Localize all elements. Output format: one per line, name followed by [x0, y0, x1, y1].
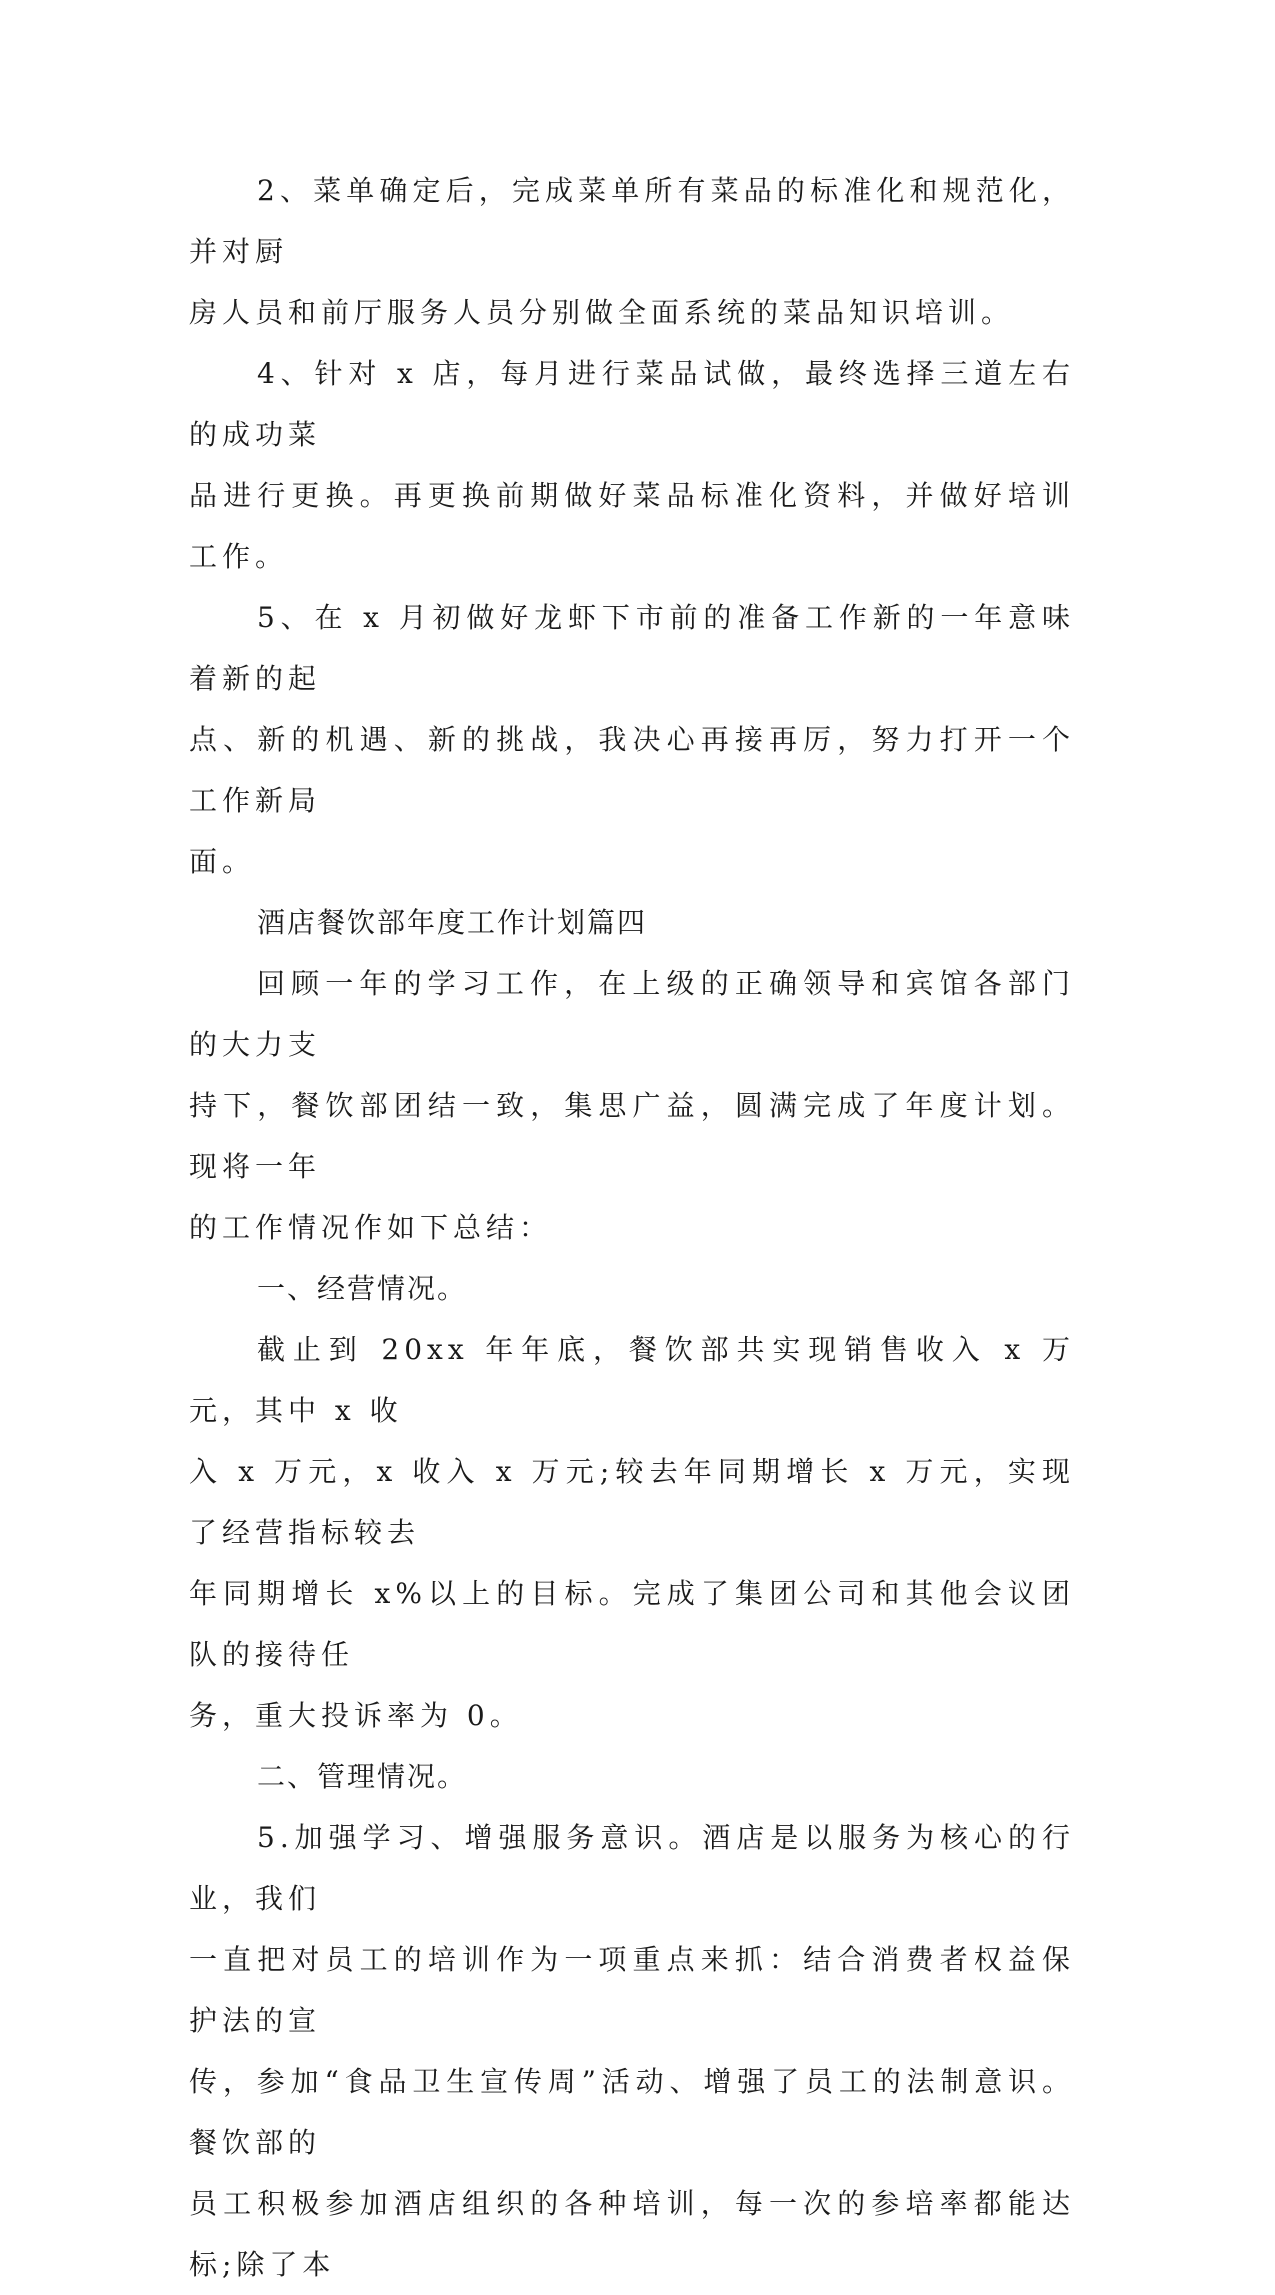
- paragraph-lobster-preparation: 5、在 x 月初做好龙虾下市前的准备工作新的一年意味着新的起 点、新的机遇、新的挑战，我决心再接再厉，努力打开一个工作新局 面。: [189, 601, 1075, 878]
- paragraph-review: 回顾一年的学习工作，在上级的正确领导和宾馆各部门的大力支 持下，餐饮部团结一致，集思广益，圆满完成了年度计划。现将一年 的工作情况作如下总结：: [189, 967, 1075, 1244]
- paragraph-operations: 截止到 20xx 年年底，餐饮部共实现销售收入 x 万元，其中 x 收 入 x 万元，x 收入 x 万元;较去年同期增长 x 万元，实现了经营指标较去 年同期增长 x%以上的目标。完成了集团公司和其他会议团队的接待任 务，重大投诉率为 0。: [189, 1333, 1075, 1732]
- section-heading: 酒店餐饮部年度工作计划篇四: [257, 906, 648, 939]
- paragraph-menu-standardization: 2、菜单确定后，完成菜单所有菜品的标准化和规范化，并对厨 房人员和前厅服务人员分别做全面系统的菜品知识培训。: [189, 174, 1075, 329]
- paragraph-training: 5.加强学习、增强服务意识。酒店是以服务为核心的行业，我们 一直把对员工的培训作为一项重点来抓：结合消费者权益保护法的宣 传，参加“食品卫生宣传周”活动、增强了员工的法制意识。餐饮部的 员工积极参加酒店组织的各种培训，每一次的参培率都能达标;除了本: [189, 1821, 1075, 2281]
- paragraph-dish-trial: 4、针对 x 店，每月进行菜品试做，最终选择三道左右的成功菜 品进行更换。再更换前期做好菜品标准化资料，并做好培训工作。: [189, 357, 1075, 573]
- subheading-operations: 一、经营情况。: [257, 1272, 468, 1305]
- document-body: [189, 160, 1075, 2295]
- subheading-management: 二、管理情况。: [257, 1760, 468, 1793]
